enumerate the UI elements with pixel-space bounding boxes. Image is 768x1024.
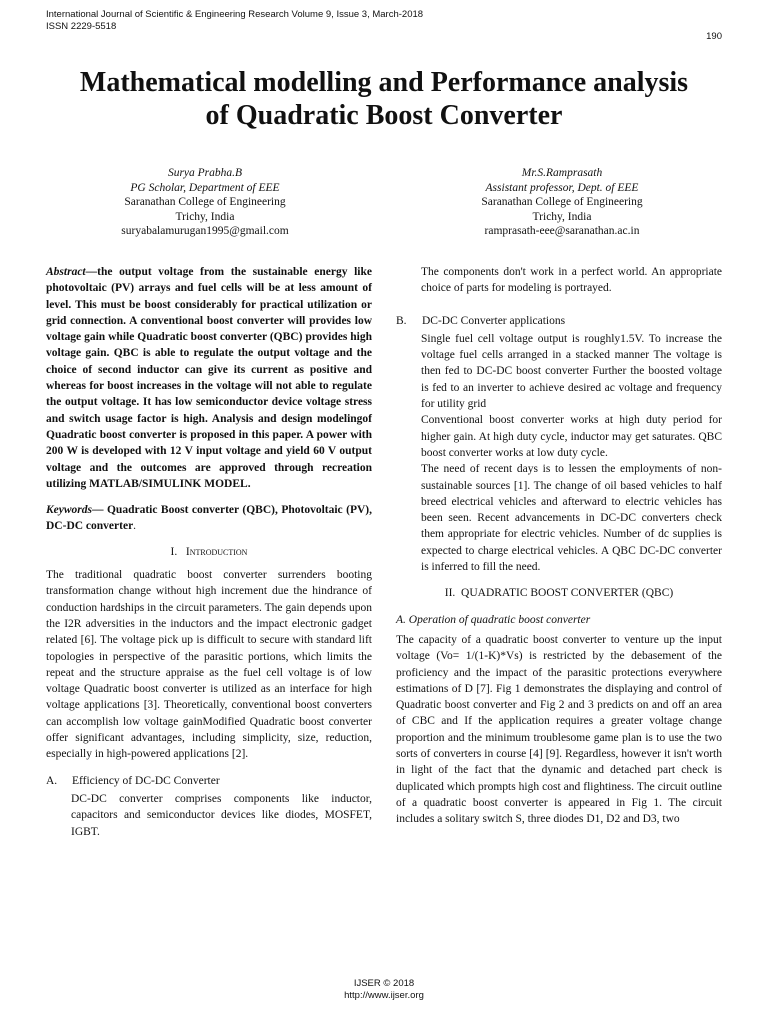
right-column xyxy=(396,264,722,828)
abstract xyxy=(46,264,372,492)
section-heading-introduction xyxy=(46,544,372,560)
author-name: Mr.S.Ramprasath xyxy=(521,167,603,179)
author-email: suryabalamurugan1995@gmail.com xyxy=(121,225,289,237)
introduction-text: The traditional quadratic boost converter surrenders booting transformation change without high increment due the hindrance of conduction hardships in the circuit parameters. The gain depends upon the I2R adversities in the inductors and the impact electronic gadget related [6]. The voltage pick up is difficult to secure with standard lift topologies in perspective of the parasitic portions, which limits the repeat and the structure appraise as the fuel cell voltage is of low voltage Quadratic boost converter is utilized as an interface for high voltage applications [3]. Theoretically, conventional boost converters can accomplish low voltage gainModified Quadratic boost converter offer significant advantages, including simplicity, size, reduction, especially in high-powered applications [2]. xyxy=(46,569,372,761)
author-location: Trichy, India xyxy=(175,210,235,223)
author-role: Assistant professor, Dept. of EEE xyxy=(485,181,639,194)
applications-text-1: Single fuel cell voltage output is roughly1.5V. To increase the voltage fuel cells arranged in a stacked manner The voltage is then fed to DC-DC boost converter Further the boosted voltage is fed to an inverter to achieve desired ac voltage and frequency for utility grid xyxy=(421,332,722,411)
author-role: PG Scholar, Department of EEE xyxy=(130,181,280,194)
applications-text-2: Conventional boost converter works at high duty period for higher gain. At high duty cycle, inductor may get saturates. QBC boost converter works at low duty cycle. xyxy=(421,414,722,459)
abstract-dash: — xyxy=(85,266,98,278)
journal-url[interactable]: http://www.ijser.org xyxy=(344,990,424,1001)
components-text: The components don't work in a perfect world. An appropriate choice of parts for modeling is portrayed. xyxy=(421,266,722,295)
section-number: I. xyxy=(170,545,178,558)
section-number: II. xyxy=(444,587,456,600)
title-line-1: Mathematical modelling and Performance analysis xyxy=(79,67,689,98)
left-column xyxy=(46,264,372,840)
author-email: ramprasath-eee@saranathan.ac.in xyxy=(484,225,640,237)
author-1 xyxy=(55,166,355,239)
journal-header xyxy=(46,9,423,33)
paper-title xyxy=(30,66,738,132)
subsection-title: Efficiency of DC-DC Converter xyxy=(72,774,220,787)
abstract-label: Abstract xyxy=(46,266,86,278)
page-number: 190 xyxy=(706,31,722,42)
abstract-text: the output voltage from the sustainable energy like photovoltaic (PV) arrays and fuel cells will be at less amount of level. This must be boost considerably for practical utilization or grid connection. A conventional boost converter will provides low voltage gain while Quadratic boost converter (QBC) provides high voltage gain. QBC is able to regulate the output voltage and the choice of second inductor can give its current as positive and whereas for boost increases in the voltage will not able to regulate the output voltage. It has low semiconductor device voltage stress and switch usage factor is high. Analysis and design modelingof Quadratic boost converter is proposed in this paper. A power with 200 W is developed with 12 V input voltage and yield 60 V output voltage and the outcomes are approved through recreation utilizing MATLAB/SIMULINK MODEL. xyxy=(46,266,372,490)
section-heading-qbc xyxy=(396,585,722,601)
subsection-label: B. xyxy=(396,314,407,327)
author-name: Surya Prabha.B xyxy=(167,167,243,179)
subsection-heading-efficiency xyxy=(46,773,372,789)
title-line-2: of Quadratic Boost Converter xyxy=(205,100,563,131)
keywords-end: . xyxy=(133,520,137,533)
subsection-title: DC-DC Converter applications xyxy=(422,314,566,327)
author-location: Trichy, India xyxy=(532,210,592,223)
author-2 xyxy=(412,166,712,239)
author-institution: Saranathan College of Engineering xyxy=(481,196,643,208)
subsection-label: A. xyxy=(46,774,58,787)
subsection-heading-applications xyxy=(396,313,722,329)
efficiency-text: DC-DC converter comprises components like inductor, capacitors and semiconductor devices like diodes, MOSFET, IGBT. xyxy=(71,792,372,838)
author-institution: Saranathan College of Engineering xyxy=(124,196,286,208)
applications-text-3: The need of recent days is to lessen the employments of non-sustainable sources [1]. The change of oil based vehicles to half breed electrical vehicles and afterward to electric vehicles has been seen. Recent advancements in DC-DC converters check them appropriate for electric vehicles. Number of dc supplies is expected to charge electrical vehicles. A QBC DC-DC converter is inferred to fill the need. xyxy=(421,463,722,574)
issn: ISSN 2229-5518 xyxy=(46,21,117,32)
copyright: IJSER © 2018 xyxy=(353,978,415,989)
keywords-label: Keywords xyxy=(46,504,92,517)
journal-name: International Journal of Scientific & Engineering Research Volume 9, Issue 3, March-2018 xyxy=(46,9,424,20)
page-footer xyxy=(0,978,768,1002)
section-title: Introduction xyxy=(185,545,248,558)
section-title: QUADRATIC BOOST CONVERTER (QBC) xyxy=(461,587,674,600)
keywords-dash: — xyxy=(92,504,104,517)
operation-text: The capacity of a quadratic boost converter to venture up the input voltage (Vo= 1/(1-K)*Vs) is restricted by the debasement of the proficiency and the impact of the parasitic protections everywhere estimations of D [7]. Fig 1 demonstrates the displaying and control of Quadratic boost converter and Fig 2 and 3 predicts on and off an area of CBC and If the application requires a greater voltage change proportion and the minimum troublesome game plan is to use the two sorts of converters in course [4] [9]. Regardless, however it isn't worth in light of the fact that the dynamic and detached part check is duplicated which prompts high cost and flightiness. The circuit outline of a quadratic boost converter is appeared in Fig 1. The circuit includes a solitary switch S, three diodes D1, D2 and D3, two xyxy=(396,633,722,826)
subsection-heading-operation: A. Operation of quadratic boost converter xyxy=(396,613,591,626)
keywords xyxy=(46,502,372,535)
keywords-text: Quadratic Boost converter (QBC), Photovoltaic (PV), DC-DC converter xyxy=(46,504,372,533)
